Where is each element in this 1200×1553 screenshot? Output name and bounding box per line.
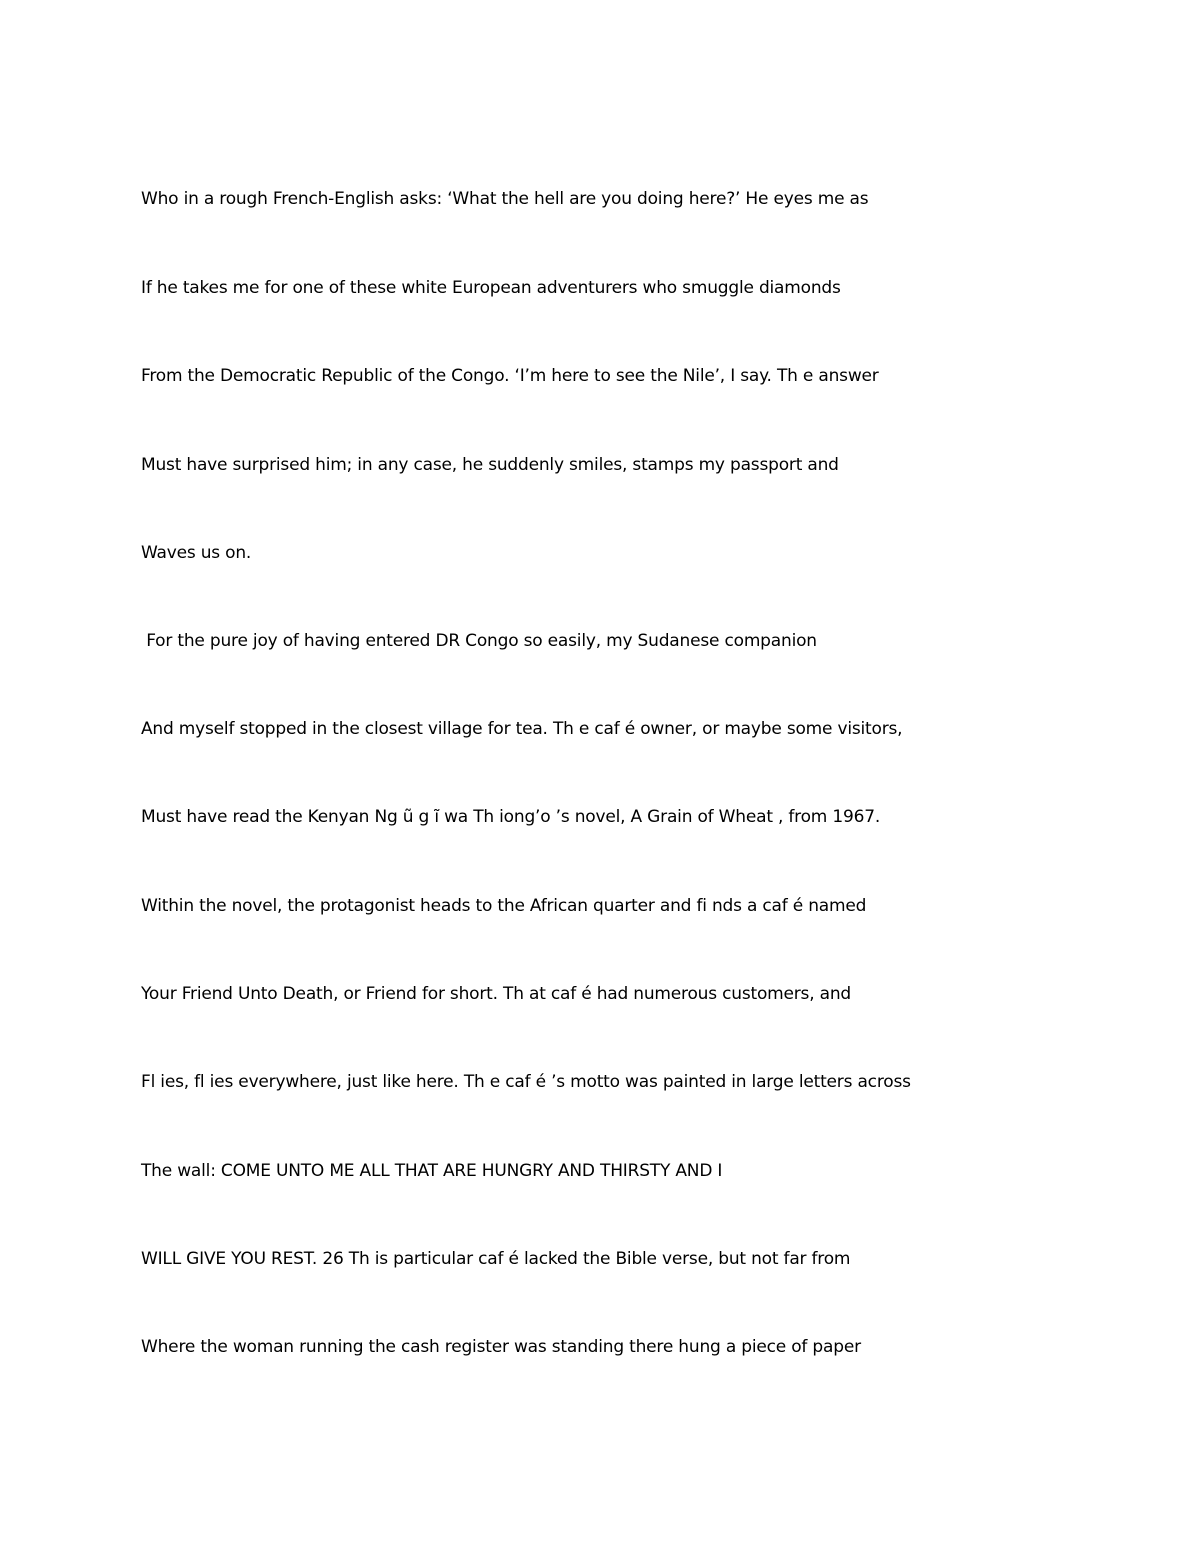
text-line: The wall: COME UNTO ME ALL THAT ARE HUNGRY AND THIRSTY AND I <box>141 1161 723 1181</box>
text-line: For the pure joy of having entered DR Congo so easily, my Sudanese companion <box>141 631 817 651</box>
text-line: From the Democratic Republic of the Congo. ‘I’m here to see the Nile’, I say. Th e answer <box>141 366 879 386</box>
text-line: Where the woman running the cash register was standing there hung a piece of paper <box>141 1337 861 1357</box>
text-line: Waves us on. <box>141 543 252 563</box>
text-line: Who in a rough French-English asks: ‘What the hell are you doing here?’ He eyes me as <box>141 189 869 209</box>
text-line: If he takes me for one of these white European adventurers who smuggle diamonds <box>141 278 841 298</box>
text-line: Fl ies, fl ies everywhere, just like here. Th e caf é ’s motto was painted in large letters across <box>141 1072 911 1092</box>
text-line: Must have surprised him; in any case, he suddenly smiles, stamps my passport and <box>141 455 839 475</box>
text-line: Your Friend Unto Death, or Friend for short. Th at caf é had numerous customers, and <box>141 984 852 1004</box>
text-line: And myself stopped in the closest village for tea. Th e caf é owner, or maybe some visitors, <box>141 719 903 739</box>
text-line: Must have read the Kenyan Ng ũ g ĩ wa Th iong’o ’s novel, A Grain of Wheat , from 1967. <box>141 807 881 827</box>
text-line: Within the novel, the protagonist heads to the African quarter and fi nds a caf é named <box>141 896 867 916</box>
text-line: WILL GIVE YOU REST. 26 Th is particular caf é lacked the Bible verse, but not far from <box>141 1249 851 1269</box>
